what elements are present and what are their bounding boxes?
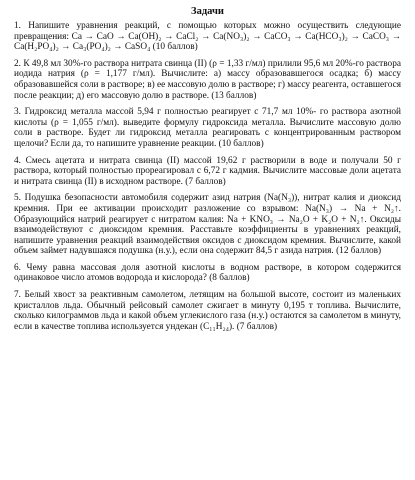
task-7: 7. Белый хвост за реактивным самолетом, летящим на большой высоте, состоит из маленьких кристаллов льда. Обычный рейсовый самолет сжигает в минуту 0,195 т топлива. Вычислите, сколько килограммов льда и какой объем углекислого газа (н.у.) остаются за самолетом в минуту, если в качестве топлива используется ундекан (C₁₁H₂₄). (7 баллов) (14, 290, 401, 332)
task-2: 2. К 49,8 мл 30%-го раствора нитрата свинца (II) (ρ = 1,33 г/мл) прилили 95,6 мл 20%-го раствора иодида натрия (ρ = 1,177 г/мл). Вычислите: а) массу образовавшегося осадка; б) массу образовавшейся соли в растворе; в) ее массовую долю в растворе; г) массу реагента, оставшегося после реакции; д) его массовую долю в растворе. (13 баллов) (14, 58, 401, 101)
task-1: 1. Напишите уравнения реакций, с помощью которых можно осуществить следующие превращения: Ca → CaO → Ca(OH)₂ → CaCl₂ → Ca(NO₃)₂ → CaCO₃ → Ca(HCO₃)₂ → CaCO₃ → Ca(H₂PO₄)₂ → Ca₃(PO₄)₂ → CaSO₄ (10 баллов) (14, 21, 401, 53)
task-3: 3. Гидроксид металла массой 5,94 г полностью реагирует с 71,7 мл 10%- го раствора азотной кислоты (ρ = 1,055 г/мл). выведите формулу гидроксида металла. Вычислите массовую долю соли в растворе. Будет ли гидроксид металла реагировать с концентрированным раствором щелочи? Если да, то напишите уравнение реакции. (10 баллов) (14, 107, 401, 149)
page-title: Задачи (191, 6, 224, 17)
task-5: 5. Подушка безопасности автомобиля содержит азид натрия (Na(N₃)), нитрат калия и диоксид кремния. При ее активации происходит разложение со взрывом: Na(N₃) → Na + N₂↑. Образующийся натрий реагирует с нитратом калия: Na + KNO₃ → Na₂O + K₂O + N₂↑. Оксиды взаимодействуют с диоксидом кремния. Расставьте коэффициенты в уравнениях реакций, напишите уравнения реакций взаимодействия оксидов с диоксидом кремния. Вычислите, какой объем займет надувшаяся подушка (н.у.), если она содержит 84,5 г азида натрия. (12 баллов) (14, 193, 401, 257)
task-6: 6. Чему равна массовая доля азотной кислоты в водном растворе, в котором содержится одинаковое число атомов водорода и кислорода? (8 баллов) (14, 262, 401, 284)
task-4: 4. Смесь ацетата и нитрата свинца (II) массой 19,62 г растворили в воде и получали 50 г раствора, который полностью прореагировал с 6,72 г кадмия. Вычислите массовые доли ацетата и нитрата свинца (II) в исходном растворе. (7 баллов) (14, 155, 401, 187)
